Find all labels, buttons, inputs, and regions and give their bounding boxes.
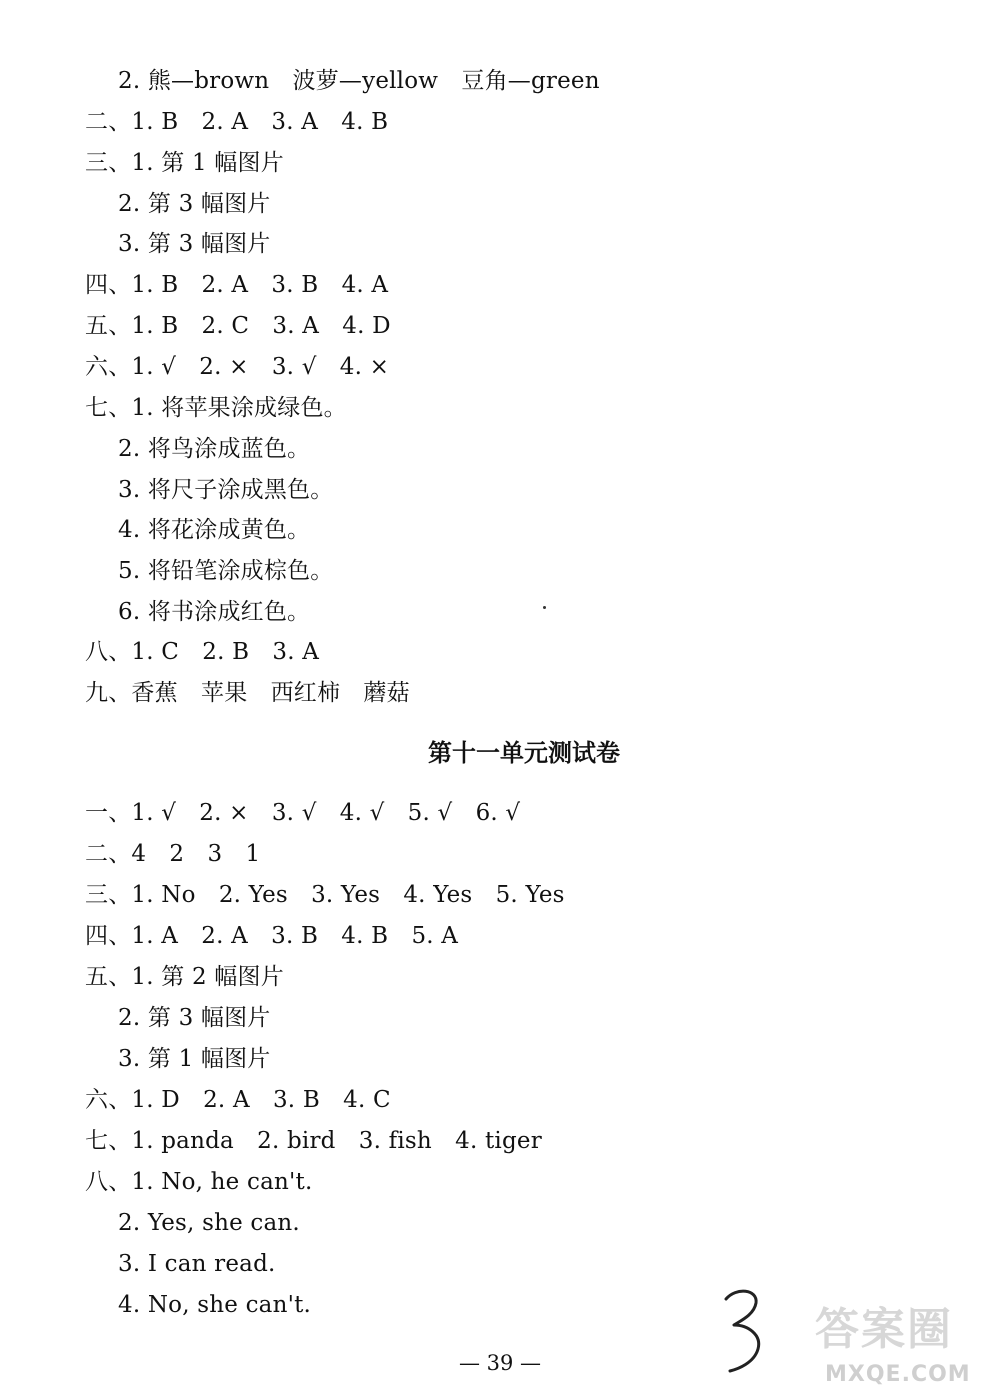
answer-line: 2. 将鸟涂成蓝色。 [118,436,311,462]
answer-line: 2. 第 3 幅图片 [118,1005,271,1031]
answer-line: 三、1. 第 1 幅图片 [85,150,284,176]
answer-line: 2. 第 3 幅图片 [118,191,271,217]
answer-line: 二、4 2 3 1 [85,841,261,867]
answer-line: 5. 将铅笔涂成棕色。 [118,558,334,584]
answer-line: 六、1. D 2. A 3. B 4. C [85,1087,391,1113]
answer-line: 3. I can read. [118,1251,276,1277]
answer-line: 6. 将书涂成红色。 [118,599,311,625]
answer-line: 2. Yes, she can. [118,1210,300,1236]
answer-line: 二、1. B 2. A 3. A 4. B [85,109,389,135]
answer-line: 四、1. A 2. A 3. B 4. B 5. A [85,923,459,949]
watermark-logo [815,1300,995,1395]
answer-line: 4. No, she can't. [118,1292,312,1318]
watermark-text: 答案圈 [815,1304,953,1355]
answer-line: 3. 将尺子涂成黑色。 [118,477,334,503]
section-title: 第十一单元测试卷 [428,738,620,767]
answer-line: 4. 将花涂成黄色。 [118,517,311,543]
page-number: — 39 — [458,1351,542,1375]
answer-line: 七、1. panda 2. bird 3. fish 4. tiger [85,1128,542,1154]
answer-line: 四、1. B 2. A 3. B 4. A [85,272,389,298]
stray-dot [543,606,546,609]
answer-line: 五、1. 第 2 幅图片 [85,964,284,990]
answer-line: 六、1. √ 2. × 3. √ 4. × [85,354,390,380]
watermark-url: MXQE.COM [825,1362,971,1387]
answer-line: 八、1. C 2. B 3. A [85,639,320,665]
answer-line: 五、1. B 2. C 3. A 4. D [85,313,391,339]
answer-line: 八、1. No, he can't. [85,1169,313,1195]
answer-line: 九、香蕉 苹果 西红柿 蘑菇 [85,680,410,706]
answer-line: 三、1. No 2. Yes 3. Yes 4. Yes 5. Yes [85,882,565,908]
answer-line: 3. 第 1 幅图片 [118,1046,271,1072]
answer-line: 七、1. 将苹果涂成绿色。 [85,395,347,421]
answer-line: 2. 熊—brown 波萝—yellow 豆角—green [118,68,600,94]
answer-line: 3. 第 3 幅图片 [118,231,271,257]
answer-line: 一、1. √ 2. × 3. √ 4. √ 5. √ 6. √ [85,800,521,826]
